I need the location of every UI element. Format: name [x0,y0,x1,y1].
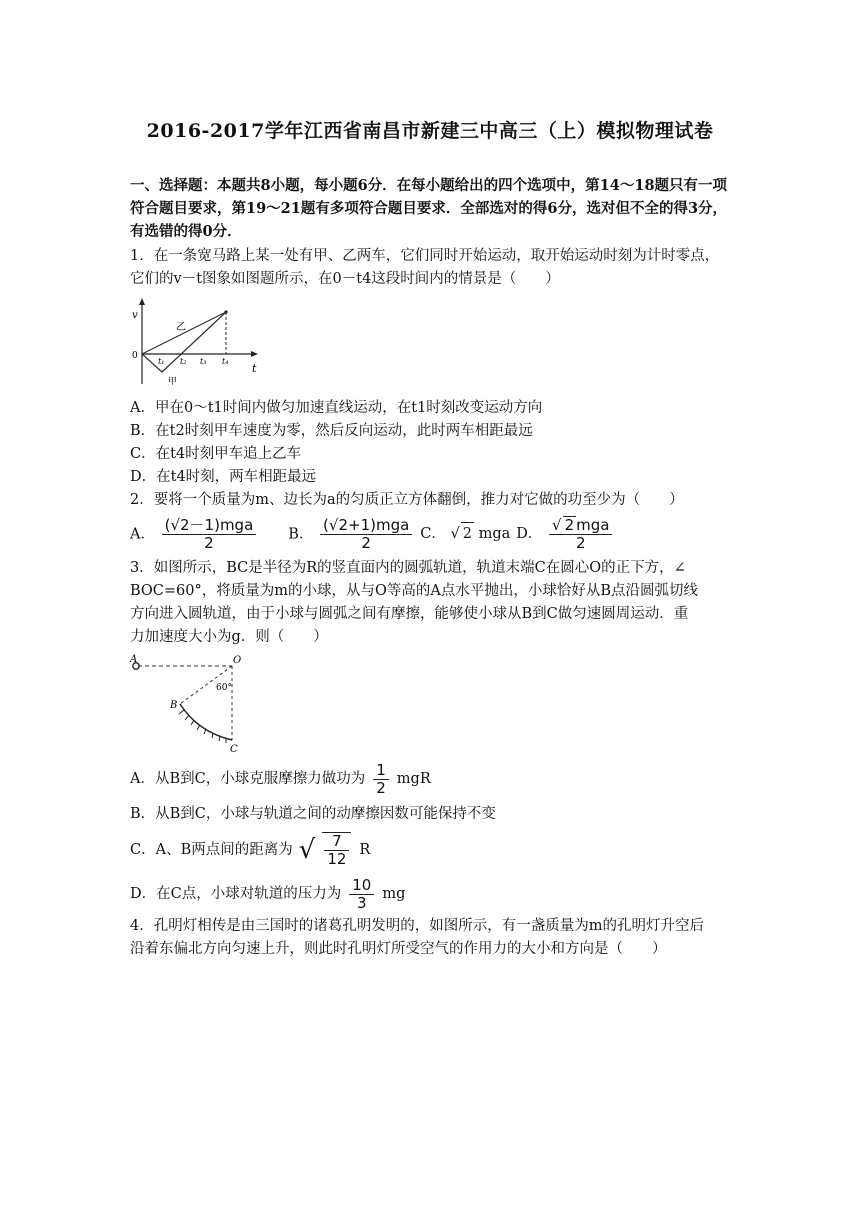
q1-stem-line1: 1．在一条宽马路上某一处有甲、乙两车，它们同时开始运动，取开始运动时刻为计时零点， [130,248,720,264]
q1-option-b[interactable]: B．在t2时刻甲车速度为零，然后反向运动，此时两车相距最远 [130,423,533,439]
angle-label: 60° [216,683,232,693]
point-c-label: C [230,744,238,754]
q2-stem: 2．要将一个质量为m、边长为a的匀质正立方体翻倒，推力对它做的功至少为（ ） [130,492,684,508]
q2-option-c-label: C． [420,526,446,542]
axis-v-label: v [132,310,138,321]
q1-option-c[interactable]: C．在t4时刻甲车追上乙车 [130,446,302,462]
q2-option-d-label: D． [516,526,543,542]
q4-stem-line1: 4．孔明灯相传是由三国时的诸葛孔明发明的，如图所示，有一盏质量为m的孔明灯升空后 [130,918,704,934]
q1-vt-graph [128,296,268,392]
point-b-label: B [170,700,178,711]
section-heading: 一、选择题：本题共8小题，每小题6分．在每小题给出的四个选项中，第14～18题只有一项符合题目要求，第19～21题有多项符合题目要求．全部选对的得6分，选对但不全的得3分，有选错的得0分． [130,177,728,240]
q3-option-c-fraction [322,832,351,868]
q4-stem-line2: 沿着东偏北方向匀速上升，则此时孔明灯所受空气的作用力的大小和方向是（ ） [130,941,667,957]
q3-option-d-tail: mg [382,885,406,902]
q3-option-a-tail: mgR [396,770,431,787]
sqrt-symbol-icon: √ [298,834,316,865]
q3-option-b[interactable]: B．从B到C，小球与轨道之间的动摩擦因数可能保持不变 [130,806,496,822]
q1-option-d[interactable]: D．在t4时刻，两车相距最远 [130,469,317,485]
q3-option-a-denominator: 2 [376,778,386,797]
q2-option-b-denominator: 2 [361,533,371,552]
q2-option-d-radicand: 2 [564,516,575,534]
q2-option-b-fraction [320,517,412,552]
q2-option-b-label: B． [288,526,314,542]
tick-t3: t₃ [200,357,207,366]
q3-option-a-numerator: 1 [373,762,389,780]
q3-stem-line4: 力加速度大小为g．则（ ） [130,629,328,645]
q2-option-c-tail: mga [478,526,511,542]
q2-option-a-label: A． [130,526,155,542]
q2-option-c-radicand: 2 [461,522,474,546]
q3-option-c-numerator: 7 [324,833,349,851]
origin-label: 0 [132,351,138,361]
q3-option-c-denominator: 12 [327,850,347,868]
q3-stem-line1: 3．如图所示，BC是半径为R的竖直面内的圆弧轨道，轨道末端C在圆心O的正下方，∠ [130,560,686,576]
q2-option-c[interactable] [420,522,510,546]
tick-t4: t₄ [222,357,229,366]
q3-option-c-text: C．A、B两点间的距离为 [130,841,293,858]
q2-option-a[interactable] [130,517,258,552]
q2-option-d-fraction [549,516,612,552]
q2-option-d[interactable] [516,516,614,552]
q2-option-a-numerator: (√2－1)mga [162,517,257,535]
q2-option-a-denominator: 2 [204,533,214,552]
q3-option-d[interactable] [130,876,740,912]
tick-t2: t₂ [180,357,187,366]
point-a-label: A [130,654,138,665]
sqrt-symbol-icon: √ [552,516,562,534]
axis-t-label: t [252,362,257,375]
q2-option-d-numerator [549,516,612,535]
series-jia-label: 甲 [168,377,178,387]
q1-stem-line2: 它们的v－t图象如图题所示，在0－t4这段时间内的情景是（ ） [130,271,560,287]
q3-option-c[interactable] [130,830,740,870]
q3-option-a[interactable] [130,762,740,796]
point-o-label: O [233,655,242,666]
q3-stem-line3: 方向进入圆轨道，由于小球与圆弧之间有摩擦，能够使小球从B到C做匀速圆周运动．重 [130,606,689,622]
q3-arc-figure [128,652,248,754]
q2-options [130,512,740,556]
page-title: 2016-2017学年江西省南昌市新建三中高三（上）模拟物理试卷 [146,120,714,142]
q3-stem-line2: BOC=60°，将质量为m的小球，从与O等高的A点水平抛出，小球恰好从B点沿圆弧切线 [130,583,699,599]
q3-option-d-text: D．在C点，小球对轨道的压力为 [130,885,342,902]
q2-option-b[interactable] [288,517,414,552]
q1-option-a[interactable]: A．甲在0～t1时间内做匀加速直线运动，在t1时刻改变运动方向 [130,400,543,416]
series-yi-label: 乙 [176,322,186,333]
q3-option-d-denominator: 3 [357,893,367,912]
q3-option-d-numerator: 10 [349,877,374,895]
tick-t1: t₁ [158,357,165,366]
q2-option-d-denominator: 2 [575,534,586,552]
q3-option-a-fraction [373,762,389,797]
q2-option-b-numerator: (√2+1)mga [320,517,412,535]
q3-option-a-text: A．从B到C，小球克服摩擦力做功为 [130,770,366,787]
q3-option-c-tail: R [359,841,371,858]
q2-option-d-num-tail: mga [576,516,610,534]
sqrt-symbol-icon: √ [450,526,460,542]
q2-option-a-fraction [162,517,257,552]
q3-option-d-fraction [349,877,374,912]
